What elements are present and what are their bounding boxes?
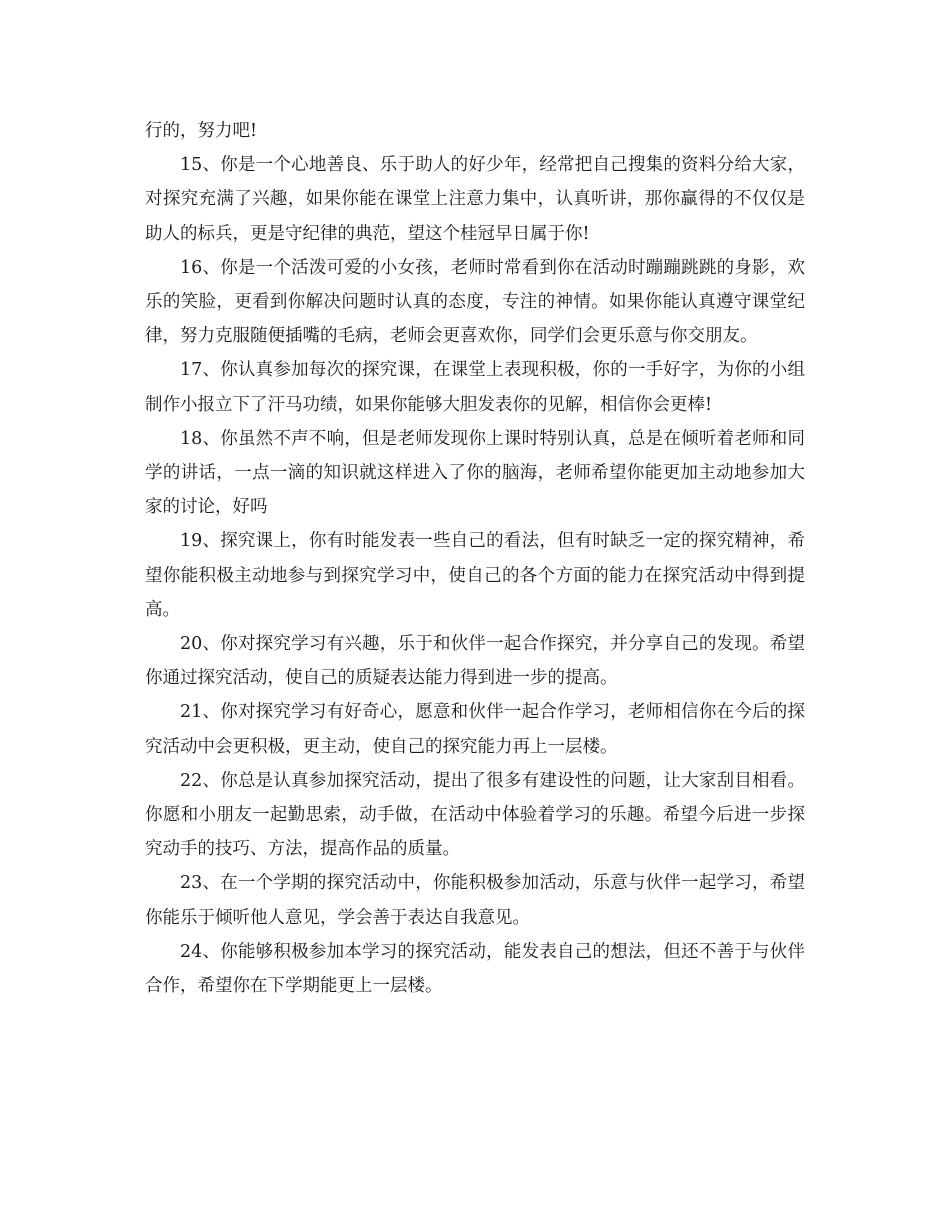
paragraph-21: 21、你对探究学习有好奇心，愿意和伙伴一起合作学习，老师相信你在今后的探究活动中会更积极，更主动，使自己的探究能力再上一层楼。 [145, 702, 805, 757]
paragraph-24: 24、你能够积极参加本学习的探究活动，能发表自己的想法，但还不善于与伙伴合作，希望你在下学期能更上一层楼。 [145, 941, 805, 997]
paragraph-22: 22、你总是认真参加探究活动，提出了很多有建设性的问题，让大家刮目相看。你愿和小朋友一起勤思索，动手做，在活动中体验着学习的乐趣。希望今后进一步探究动手的技巧、方法，提高作品的质量。 [145, 770, 805, 860]
paragraph-18: 18、你虽然不声不响，但是老师发现你上课时特别认真，总是在倾听着老师和同学的讲话，一点一滴的知识就这样进入了你的脑海，老师希望你能更加主动地参加大家的讨论，好吗 [145, 428, 805, 518]
paragraph-20: 20、你对探究学习有兴趣，乐于和伙伴一起合作探究，并分享自己的发现。希望你通过探究活动，使自己的质疑表达能力得到进一步的提高。 [145, 634, 805, 689]
paragraph-15: 15、你是一个心地善良、乐于助人的好少年，经常把自己搜集的资料分给大家，对探究充满了兴趣，如果你能在课堂上注意力集中，认真听讲，那你赢得的不仅仅是助人的标兵，更是守纪律的典范，望这个桂冠早日属于你! [145, 155, 805, 244]
paragraph-17: 17、你认真参加每次的探究课，在课堂上表现积极，你的一手好字，为你的小组制作小报立下了汗马功绩，如果你能够大胆发表你的见解，相信你会更棒! [145, 360, 805, 415]
paragraph-23: 23、在一个学期的探究活动中，你能积极参加活动，乐意与伙伴一起学习，希望你能乐于倾听他人意见，学会善于表达自我意见。 [145, 873, 805, 928]
paragraph-16: 16、你是一个活泼可爱的小女孩，老师时常看到你在活动时蹦蹦跳跳的身影，欢乐的笑脸，更看到你解决问题时认真的态度，专注的神情。如果你能认真遵守课堂纪律，努力克服随便插嘴的毛病，老师会更喜欢你，同学们会更乐意与你交朋友。 [145, 257, 805, 347]
paragraph-19: 19、探究课上，你有时能发表一些自己的看法，但有时缺乏一定的探究精神，希望你能积极主动地参与到探究学习中，使自己的各个方面的能力在探究活动中得到提高。 [145, 531, 805, 620]
document-body [145, 114, 805, 1003]
continuation-line: 行的，努力吧! [145, 121, 258, 141]
